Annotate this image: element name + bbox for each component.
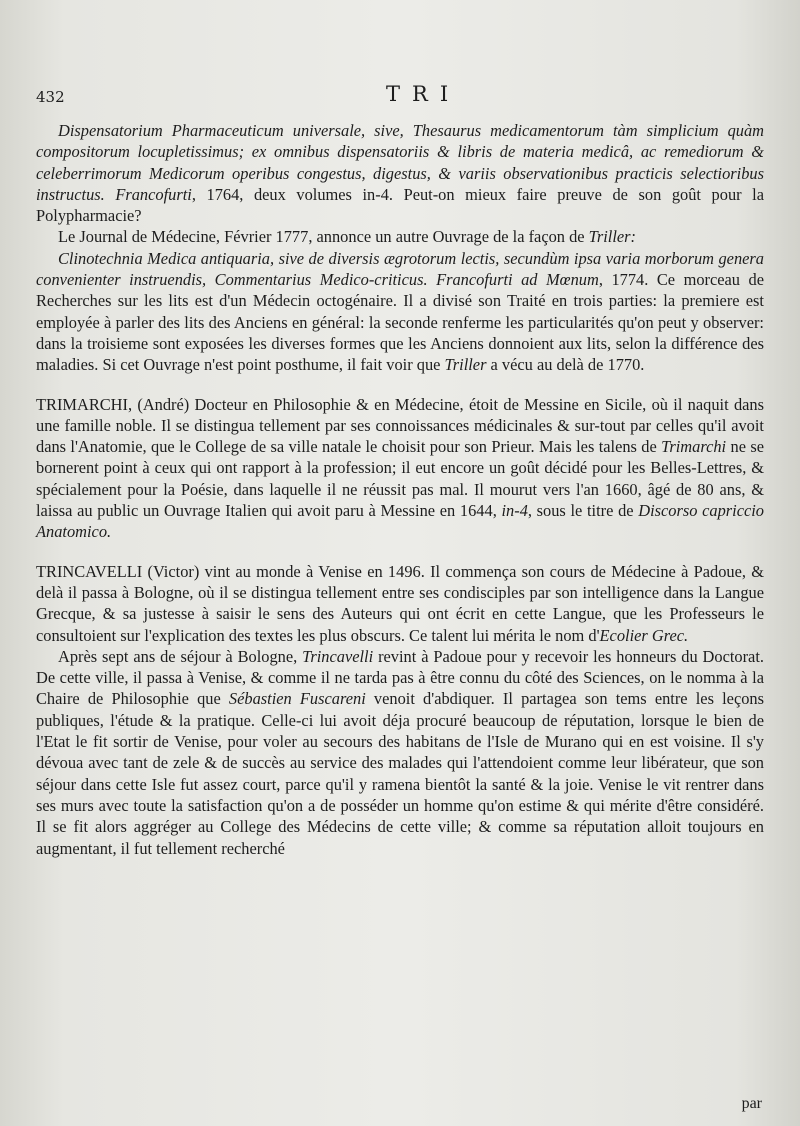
author-name: Trincavelli — [302, 646, 374, 666]
catchword: par — [741, 1095, 762, 1112]
trincavelli-entry — [36, 561, 764, 646]
entry-separator — [36, 543, 764, 561]
body-text: , 1774. Ce morceau de Recherches sur les lits est d'un Médecin octogénaire. Il a divisé son Traité en trois parties: la premiere est employée à parler des lits des Anciens en général: la seconde renferme les particularités qu'on peut y observer: dans la troisieme sont exposées les diverses formes que les Anciens donnoient aux lits, selon la différence des maladies. Si cet Ouvrage n'est point posthume, il fait voir que — [36, 270, 765, 375]
body-text: ne se bornerent point à ceux qui ont rapport à la profession; il eut encore un goût décidé pour les Belles-Lettres, & spécialement pour la Poésie, dans laquelle il ne réussit pas mal. Il mourut vers l'an 1660, âgé de 80 ans, & laissa au public un Ouvrage Italien qui avoit paru à Messine en 1644, — [36, 437, 764, 521]
running-title: TRI — [386, 82, 461, 106]
entry-separator — [36, 376, 764, 394]
body-text: Le Journal de Médecine, Février 1777, annonce un autre Ouvrage de la façon de — [58, 227, 589, 247]
body-text: , sous le titre de — [527, 501, 639, 521]
author-name: Trimarchi — [661, 437, 727, 457]
person-name: Sébastien Fuscareni — [228, 689, 366, 709]
page-header — [36, 82, 760, 112]
journal-paragraph — [36, 226, 764, 247]
triller-dispensatorium-paragraph — [36, 120, 764, 226]
body-text: TRIMARCHI, (André) Docteur en Philosophie & en Médecine, étoit de Messine en Sicile, où il naquit dans une famille noble. Il se distingua tellement par ses connoissances médicinales & sur-tout par celles qu'il avoit dans l'Anatomie, que le College de sa ville natale le choisit pour son Prieur. Mais les talens de — [36, 394, 764, 457]
book-title: Discorso capriccio Anatomico. — [36, 501, 765, 542]
author-name: Triller — [444, 355, 487, 375]
format-text: in-4 — [501, 501, 528, 521]
body-text: TRINCAVELLI (Victor) vint au monde à Venise en 1496. Il commença son cours de Médecine à Padoue, & delà il passa à Bologne, où il se distingua tellement entre ses condisciples par son intelligence dans la Langue Grecque, & sa justesse à saisir le sens des Auteurs qui ont écrit en cette Langue, que les Professeurs le consultoient sur l'explication des textes les plus obscurs. Ce talent lui mérita le nom d' — [36, 561, 764, 645]
clinotechnia-paragraph — [36, 248, 764, 376]
body-text: venoit d'abdiquer. Il partagea son tems entre les leçons publiques, l'étude & la pratique. Celle-ci lui avoit déja procuré beaucoup de réputation, lorsque le bien de l'Etat le fit sortir de Venise, pour voler au secours des habitans de l'Isle de Murano qui en est voisine. Il s'y dévoua avec tant de zele & de succès au service des malades qui l'attendoient comme leur libérateur, que son séjour dans cette Isle fut assez court, parce qu'il y ramena bientôt la santé & la joie. Venise le vit rentrer dans ses murs avec toute la satisfaction qu'on a de posséder un homme qu'on estime & qui mérite d'être considéré. Il se fit alors aggréger au College des Médecins de cette ville; & comme sa réputation alloit toujours en augmentant, il fut tellement recherché — [36, 689, 764, 858]
book-title: Dispensatorium Pharmaceuticum universale, sive, Thesaurus medicamentorum tàm simplicium quàm compositorum locupletissimus; ex omnibus dispensatoriis & libris de materia medicâ, ac remediorum & celeberrimorum Medicorum operibus congestus, digestus, & variis observationibus practicis selectioribus instructus. Francofurti — [36, 121, 764, 204]
trimarchi-entry — [36, 394, 764, 543]
body-text: revint à Padoue pour y recevoir les honneurs du Doctorat. De cette ville, il passa à Venise, & comme il ne tarda pas à être connu du côté des Sciences, on le nomma à la Chaire de Philosophie que — [36, 646, 764, 709]
page-body — [36, 120, 764, 859]
trincavelli-paragraph — [36, 646, 764, 859]
body-text: a vécu au delà de 1770. — [486, 355, 645, 375]
page-number: 432 — [36, 88, 65, 106]
body-text: , 1764, deux volumes in-4. Peut-on mieux faire preuve de son goût pour la Polypharmacie? — [36, 184, 764, 226]
body-text: Après sept ans de séjour à Bologne, — [58, 646, 303, 666]
nickname: Ecolier Grec. — [599, 625, 689, 645]
author-name: Triller: — [588, 227, 637, 247]
book-title: Clinotechnia Medica antiquaria, sive de diversis ægrotorum lectis, secundùm ipsa varia morborum genera convenienter instruendis, Commentarius Medico-criticus. Francofurti ad Mœnum — [36, 248, 764, 290]
